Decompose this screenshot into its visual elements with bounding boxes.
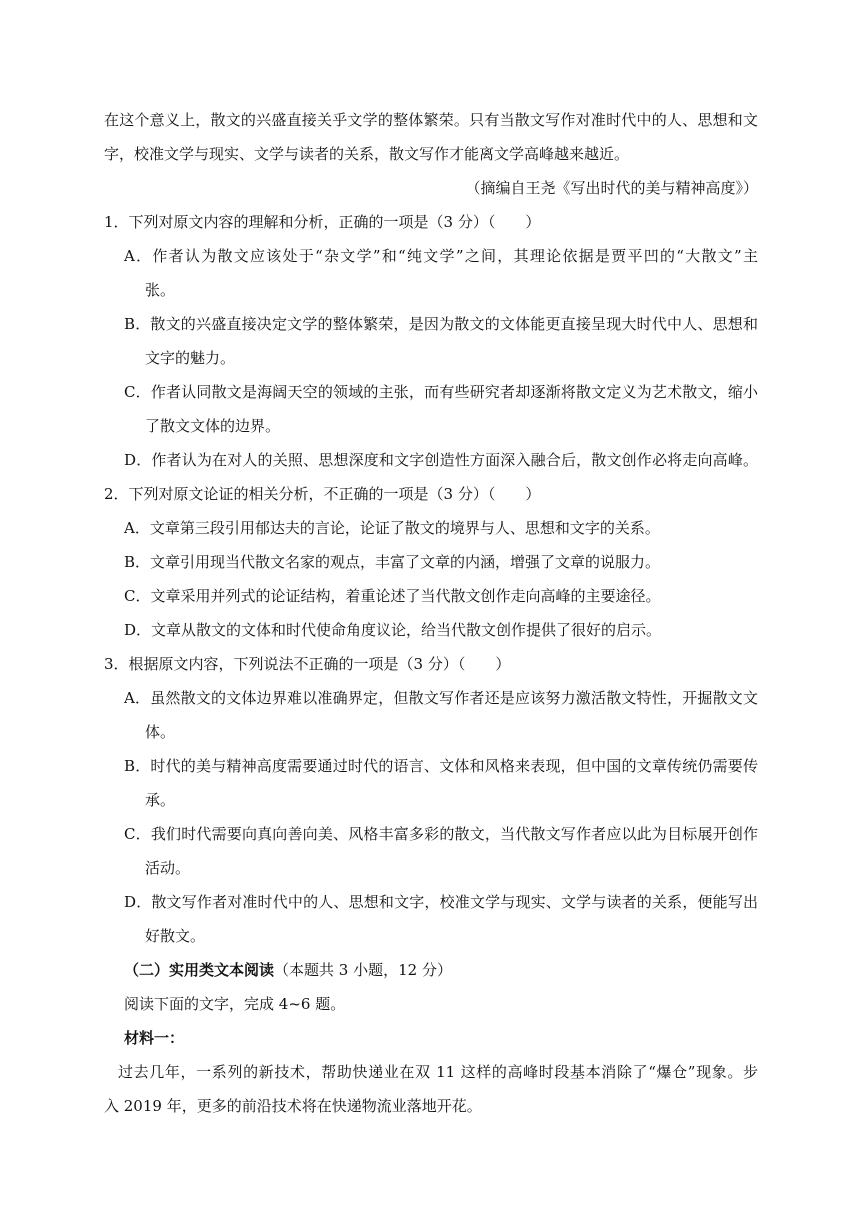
question-2-stem: 2．下列对原文论证的相关分析，不正确的一项是（3 分）（ ） bbox=[104, 485, 541, 503]
question-3-option-c-cont: 活动。 bbox=[145, 859, 191, 877]
question-1-option-c: C．作者认同散文是海阔天空的领域的主张，而有些研究者却逐渐将散文定义为艺术散文，缩小 bbox=[124, 383, 758, 401]
question-3-option-d: D．散文写作者对准时代中的人、思想和文字，校准文学与现实、文学与读者的关系，便能写出 bbox=[124, 893, 758, 911]
question-3-option-d-cont: 好散文。 bbox=[145, 927, 206, 945]
question-3-option-a: A．虽然散文的文体边界难以准确界定，但散文写作者还是应该努力激活散文特性，开掘散文文 bbox=[124, 689, 758, 707]
question-1-option-d: D．作者认为在对人的关照、思想深度和文字创造性方面深入融合后，散文创作必将走向高峰。 bbox=[124, 451, 758, 469]
question-1-option-b: B．散文的兴盛直接决定文学的整体繁荣，是因为散文的文体能更直接呈现大时代中人、思想和 bbox=[124, 315, 758, 333]
passage-source: （摘编自王尧《写出时代的美与精神高度》） bbox=[465, 179, 758, 197]
passage-line-1: 在这个意义上，散文的兴盛直接关乎文学的整体繁荣。只有当散文写作对准时代中的人、思想和文 bbox=[104, 111, 758, 129]
question-3-option-a-cont: 体。 bbox=[145, 723, 176, 741]
question-1-option-b-cont: 文字的魅力。 bbox=[145, 349, 236, 367]
material-1-line-1: 过去几年，一系列的新技术，帮助快递业在双 11 这样的高峰时段基本消除了“爆仓”现象。步 bbox=[118, 1063, 758, 1081]
question-2-option-d: D．文章从散文的文体和时代使命角度议论，给当代散文创作提供了很好的启示。 bbox=[124, 621, 662, 639]
question-3-option-b: B．时代的美与精神高度需要通过时代的语言、文体和风格来表现，但中国的文章传统仍需要传 bbox=[124, 757, 758, 775]
question-3-option-c: C．我们时代需要向真向善向美、风格丰富多彩的散文，当代散文写作者应以此为目标展开创作 bbox=[124, 825, 758, 843]
question-1-option-a-cont: 张。 bbox=[145, 281, 176, 299]
section-2-heading-bold: （二）实用类文本阅读 bbox=[124, 961, 275, 979]
question-1-stem: 1．下列对原文内容的理解和分析，正确的一项是（3 分）（ ） bbox=[104, 213, 541, 231]
question-2-option-c: C．文章采用并列式的论证结构，着重论述了当代散文创作走向高峰的主要途径。 bbox=[124, 587, 661, 605]
section-2-heading bbox=[124, 960, 778, 980]
material-1-line-2: 入 2019 年，更多的前沿技术将在快递物流业落地开花。 bbox=[104, 1097, 482, 1115]
question-2-option-a: A．文章第三段引用郁达夫的言论，论证了散文的境界与人、思想和文字的关系。 bbox=[124, 519, 660, 537]
question-3-option-b-cont: 承。 bbox=[145, 791, 176, 809]
passage-line-2: 字，校准文学与现实、文学与读者的关系，散文写作才能离文学高峰越来越近。 bbox=[104, 145, 630, 163]
section-2-heading-rest: （本题共 3 小题，12 分） bbox=[274, 961, 452, 979]
section-2-instruction: 阅读下面的文字，完成 4~6 题。 bbox=[124, 995, 346, 1013]
question-1-option-c-cont: 了散文文体的边界。 bbox=[145, 417, 281, 435]
material-1-label: 材料一： bbox=[124, 1029, 185, 1047]
question-3-stem: 3．根据原文内容，下列说法不正确的一项是（3 分）（ ） bbox=[104, 655, 511, 673]
question-2-option-b: B．文章引用现当代散文名家的观点，丰富了文章的内涵，增强了文章的说服力。 bbox=[124, 553, 661, 571]
question-1-option-a: A．作者认为散文应该处于“杂文学”和“纯文学”之间，其理论依据是贾平凹的“大散文”主 bbox=[124, 247, 758, 265]
